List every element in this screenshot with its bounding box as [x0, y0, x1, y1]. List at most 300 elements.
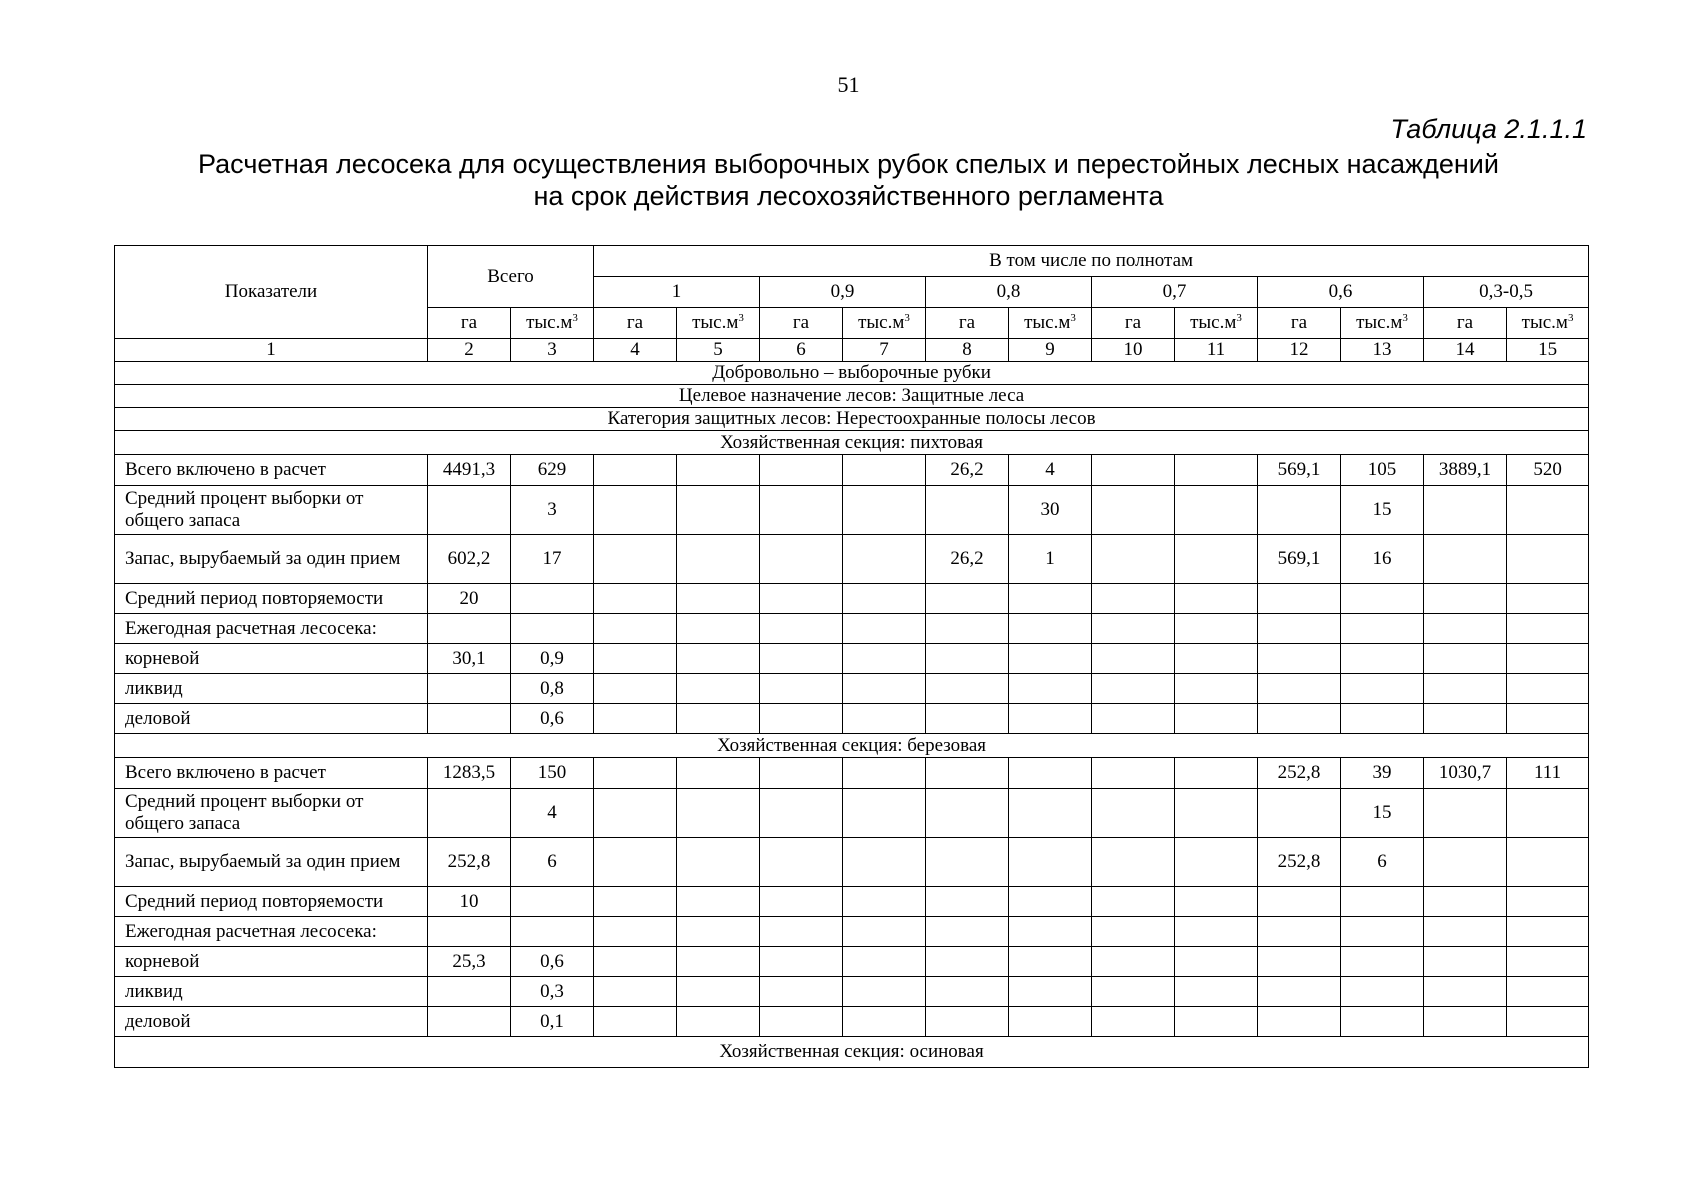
table-cell — [1341, 887, 1424, 917]
table-row — [115, 887, 1589, 917]
table-cell — [1175, 887, 1258, 917]
table-cell — [594, 977, 677, 1007]
table-cell — [1258, 977, 1341, 1007]
table-cell — [1258, 789, 1341, 838]
table-cell: 17 — [511, 535, 594, 584]
table-cell — [1424, 486, 1507, 535]
table-cell — [1009, 977, 1092, 1007]
table-cell — [594, 838, 677, 887]
table-cell: 0,8 — [511, 674, 594, 704]
unit-m3-superscript: 3 — [738, 312, 744, 324]
table-cell — [760, 887, 843, 917]
table-cell — [926, 704, 1009, 734]
header-density-0-8: 0,8 — [926, 277, 1092, 308]
table-cell — [1175, 455, 1258, 486]
table-cell — [1175, 535, 1258, 584]
header-total: Всего — [428, 246, 594, 308]
table-cell: 15 — [1341, 789, 1424, 838]
table-cell — [1092, 758, 1175, 789]
table-cell: 26,2 — [926, 535, 1009, 584]
table-cell — [843, 486, 926, 535]
table-cell — [511, 887, 594, 917]
table-cell — [1092, 674, 1175, 704]
table-row — [115, 838, 1589, 887]
table-cell — [1009, 789, 1092, 838]
table-cell — [1258, 644, 1341, 674]
table-cell — [843, 758, 926, 789]
table-cell — [926, 644, 1009, 674]
unit-ha: га — [1424, 308, 1507, 339]
table-cell — [1507, 977, 1589, 1007]
table-cell — [1341, 917, 1424, 947]
column-number: 14 — [1424, 339, 1507, 362]
table-cell — [843, 977, 926, 1007]
table-cell — [1009, 758, 1092, 789]
table-cell — [1092, 947, 1175, 977]
column-number: 10 — [1092, 339, 1175, 362]
table-cell — [926, 486, 1009, 535]
unit-m3-text: тыс.м — [526, 312, 573, 333]
table-cell: 10 — [428, 887, 511, 917]
table-cell — [511, 614, 594, 644]
column-number: 11 — [1175, 339, 1258, 362]
unit-thousand-m3 — [843, 308, 926, 339]
table-cell — [760, 758, 843, 789]
table-cell — [677, 1007, 760, 1037]
table-cell — [1092, 1007, 1175, 1037]
table-cell — [843, 535, 926, 584]
table-cell — [594, 758, 677, 789]
table-cell — [760, 614, 843, 644]
table-cell — [926, 977, 1009, 1007]
table-cell — [1092, 977, 1175, 1007]
section-header-row — [115, 734, 1589, 758]
page-number: 51 — [837, 72, 860, 97]
table-cell — [1341, 614, 1424, 644]
table-cell — [1507, 917, 1589, 947]
row-label: Запас, вырубаемый за один прием — [115, 535, 428, 584]
unit-thousand-m3 — [511, 308, 594, 339]
table-cell — [1258, 947, 1341, 977]
table-cell — [1424, 947, 1507, 977]
table-cell — [926, 584, 1009, 614]
table-cell — [1424, 789, 1507, 838]
table-cell: 4 — [1009, 455, 1092, 486]
table-cell — [843, 644, 926, 674]
table-cell — [1175, 947, 1258, 977]
table-cell — [1424, 917, 1507, 947]
table-cell — [594, 644, 677, 674]
table-cell — [1424, 704, 1507, 734]
table-cell — [594, 947, 677, 977]
table-cell: 0,6 — [511, 947, 594, 977]
table-cell — [428, 977, 511, 1007]
table-cell — [760, 704, 843, 734]
table-cell — [926, 789, 1009, 838]
table-cell — [1424, 614, 1507, 644]
unit-m3-text: тыс.м — [858, 312, 905, 333]
table-row — [115, 977, 1589, 1007]
table-cell — [843, 838, 926, 887]
table-cell — [760, 917, 843, 947]
table-cell — [843, 614, 926, 644]
column-number: 7 — [843, 339, 926, 362]
row-label: Всего включено в расчет — [115, 758, 428, 789]
table-cell — [677, 917, 760, 947]
unit-m3-text: тыс.м — [1356, 312, 1403, 333]
table-cell — [1507, 614, 1589, 644]
table-cell — [428, 674, 511, 704]
table-row — [115, 947, 1589, 977]
table-cell — [843, 947, 926, 977]
row-label: деловой — [115, 1007, 428, 1037]
table-caption: Таблица 2.1.1.1 — [1390, 114, 1587, 144]
table-cell — [760, 644, 843, 674]
table-cell — [1258, 486, 1341, 535]
table-cell — [1092, 887, 1175, 917]
table-cell — [677, 535, 760, 584]
unit-m3-superscript: 3 — [1567, 312, 1574, 324]
table-cell — [926, 758, 1009, 789]
table-cell: 569,1 — [1258, 535, 1341, 584]
table-cell: 105 — [1341, 455, 1424, 486]
row-label: ликвид — [115, 674, 428, 704]
table-row — [115, 614, 1589, 644]
table-cell — [594, 887, 677, 917]
table-cell — [926, 1007, 1009, 1037]
table-cell: 0,3 — [511, 977, 594, 1007]
table-cell: 30,1 — [428, 644, 511, 674]
table-cell — [1258, 704, 1341, 734]
table-cell — [926, 917, 1009, 947]
table-cell — [1424, 584, 1507, 614]
table-cell — [428, 704, 511, 734]
table-cell — [594, 584, 677, 614]
table-cell — [1258, 674, 1341, 704]
table-cell: 602,2 — [428, 535, 511, 584]
unit-m3-superscript: 3 — [572, 312, 578, 324]
table-cell: 25,3 — [428, 947, 511, 977]
table-cell — [511, 917, 594, 947]
table-cell: 26,2 — [926, 455, 1009, 486]
table-cell — [594, 704, 677, 734]
column-number: 15 — [1507, 339, 1589, 362]
table-cell: 252,8 — [1258, 758, 1341, 789]
table-cell — [1092, 789, 1175, 838]
table-cell — [677, 674, 760, 704]
table-cell: 3 — [511, 486, 594, 535]
table-cell — [677, 758, 760, 789]
table-cell: 252,8 — [428, 838, 511, 887]
header-density-0-3-0-5: 0,3-0,5 — [1424, 277, 1589, 308]
table-row — [115, 789, 1589, 838]
table-cell — [594, 486, 677, 535]
table-cell — [1258, 584, 1341, 614]
table-row — [115, 1007, 1589, 1037]
row-label: Средний период повторяемости — [115, 887, 428, 917]
column-numbers-row — [115, 339, 1589, 362]
cutting-area-table — [114, 245, 1589, 1068]
table-cell — [594, 535, 677, 584]
table-cell — [1258, 917, 1341, 947]
section-title: Хозяйственная секция: пихтовая — [115, 431, 1589, 455]
table-cell — [1424, 977, 1507, 1007]
unit-thousand-m3 — [1175, 308, 1258, 339]
table-cell — [1175, 838, 1258, 887]
table-cell — [1009, 584, 1092, 614]
table-cell — [1424, 674, 1507, 704]
table-cell — [1092, 584, 1175, 614]
row-label: Ежегодная расчетная лесосека: — [115, 614, 428, 644]
table-cell — [1175, 644, 1258, 674]
column-number: 12 — [1258, 339, 1341, 362]
table-cell — [926, 838, 1009, 887]
table-row — [115, 535, 1589, 584]
table-row — [115, 455, 1589, 486]
unit-m3-text: тыс.м — [1521, 312, 1568, 333]
table-cell: 1030,7 — [1424, 758, 1507, 789]
unit-m3-text: тыс.м — [692, 312, 739, 333]
table-cell — [760, 838, 843, 887]
table-row — [115, 486, 1589, 535]
table-header — [115, 246, 1589, 362]
table-cell: 150 — [511, 758, 594, 789]
table-cell — [1341, 1007, 1424, 1037]
table-cell — [760, 1007, 843, 1037]
table-cell: 111 — [1507, 758, 1589, 789]
column-number: 9 — [1009, 339, 1092, 362]
table-cell — [1507, 486, 1589, 535]
table-cell — [677, 789, 760, 838]
banner-cutting-type: Добровольно – выборочные рубки — [115, 362, 1589, 385]
unit-thousand-m3 — [1341, 308, 1424, 339]
table-cell — [843, 1007, 926, 1037]
table-cell — [1341, 947, 1424, 977]
table-cell — [1175, 758, 1258, 789]
document-title — [0, 148, 1697, 212]
table-cell — [1424, 838, 1507, 887]
column-number: 1 — [115, 339, 428, 362]
table-cell — [843, 789, 926, 838]
table-cell — [1175, 704, 1258, 734]
row-label: Запас, вырубаемый за один прием — [115, 838, 428, 887]
header-by-density: В том числе по полнотам — [594, 246, 1589, 277]
table-cell: 520 — [1507, 455, 1589, 486]
table-cell — [843, 887, 926, 917]
table-cell — [843, 455, 926, 486]
table-cell — [1009, 838, 1092, 887]
column-number: 2 — [428, 339, 511, 362]
section-header-row — [115, 431, 1589, 455]
table-cell — [1092, 704, 1175, 734]
table-cell — [1175, 614, 1258, 644]
unit-ha: га — [926, 308, 1009, 339]
column-number: 3 — [511, 339, 594, 362]
table-cell — [760, 947, 843, 977]
unit-thousand-m3 — [677, 308, 760, 339]
table-body — [115, 362, 1589, 1068]
banner-category: Категория защитных лесов: Нерестоохранные полосы лесов — [115, 408, 1589, 431]
table-cell — [1175, 584, 1258, 614]
table-cell: 0,1 — [511, 1007, 594, 1037]
table-cell — [1507, 789, 1589, 838]
unit-ha: га — [428, 308, 511, 339]
table-cell — [760, 584, 843, 614]
table-cell — [760, 977, 843, 1007]
table-cell — [1341, 704, 1424, 734]
table-cell — [677, 644, 760, 674]
table-cell — [677, 947, 760, 977]
unit-m3-text: тыс.м — [1024, 312, 1071, 333]
table-cell — [1424, 535, 1507, 584]
row-label: Всего включено в расчет — [115, 455, 428, 486]
table-cell — [1507, 584, 1589, 614]
table-cell — [1092, 644, 1175, 674]
table-cell: 6 — [1341, 838, 1424, 887]
table-row — [115, 917, 1589, 947]
table-cell — [1507, 535, 1589, 584]
unit-ha: га — [1092, 308, 1175, 339]
table-cell: 16 — [1341, 535, 1424, 584]
table-cell — [1507, 838, 1589, 887]
title-line-2: на срок действия лесохозяйственного регламента — [533, 181, 1164, 211]
table-row — [115, 704, 1589, 734]
table-cell — [926, 614, 1009, 644]
table-cell — [1092, 838, 1175, 887]
row-label: Средний период повторяемости — [115, 584, 428, 614]
table-cell: 30 — [1009, 486, 1092, 535]
table-cell — [843, 917, 926, 947]
table-cell: 629 — [511, 455, 594, 486]
unit-thousand-m3 — [1507, 308, 1589, 339]
table-cell — [1258, 887, 1341, 917]
table-cell — [428, 614, 511, 644]
table-cell — [677, 887, 760, 917]
section-header-row — [115, 1037, 1589, 1068]
unit-ha: га — [594, 308, 677, 339]
table-cell — [1092, 455, 1175, 486]
table-cell — [677, 977, 760, 1007]
header-density-0-6: 0,6 — [1258, 277, 1424, 308]
table-cell: 0,9 — [511, 644, 594, 674]
unit-m3-superscript: 3 — [1402, 312, 1408, 324]
table-cell — [1175, 789, 1258, 838]
table-cell — [1092, 917, 1175, 947]
table-cell — [677, 584, 760, 614]
table-cell — [1175, 917, 1258, 947]
header-density-1: 1 — [594, 277, 760, 308]
table-cell: 1283,5 — [428, 758, 511, 789]
row-label: Средний процент выборки от общего запаса — [115, 486, 428, 535]
table-cell: 4 — [511, 789, 594, 838]
section-title: Хозяйственная секция: осиновая — [115, 1037, 1589, 1068]
table-cell — [1009, 947, 1092, 977]
table-cell — [677, 704, 760, 734]
table-cell: 3889,1 — [1424, 455, 1507, 486]
table-cell — [594, 917, 677, 947]
table-cell — [1507, 704, 1589, 734]
table-cell — [1507, 644, 1589, 674]
table-cell: 569,1 — [1258, 455, 1341, 486]
table-cell: 252,8 — [1258, 838, 1341, 887]
table-cell — [760, 486, 843, 535]
table-cell — [1507, 674, 1589, 704]
table-cell — [428, 1007, 511, 1037]
row-label: корневой — [115, 947, 428, 977]
table-cell — [1175, 674, 1258, 704]
table-cell — [926, 947, 1009, 977]
unit-m3-superscript: 3 — [904, 312, 910, 324]
table-cell — [594, 674, 677, 704]
table-cell — [1009, 887, 1092, 917]
table-cell — [1175, 977, 1258, 1007]
table-cell — [1258, 1007, 1341, 1037]
table-cell — [1341, 977, 1424, 1007]
table-cell: 39 — [1341, 758, 1424, 789]
table-cell — [1175, 486, 1258, 535]
table-cell — [1092, 535, 1175, 584]
table-cell — [1092, 486, 1175, 535]
unit-m3-text: тыс.м — [1190, 312, 1237, 333]
table-cell — [594, 614, 677, 644]
table-cell — [428, 917, 511, 947]
table-row — [115, 644, 1589, 674]
table-cell: 20 — [428, 584, 511, 614]
table-cell — [1424, 887, 1507, 917]
table-cell — [1507, 947, 1589, 977]
row-label: Средний процент выборки от общего запаса — [115, 789, 428, 838]
table-row — [115, 674, 1589, 704]
unit-m3-superscript: 3 — [1070, 312, 1076, 324]
table-cell — [1507, 887, 1589, 917]
section-title: Хозяйственная секция: березовая — [115, 734, 1589, 758]
table-row — [115, 758, 1589, 789]
table-cell — [1009, 674, 1092, 704]
table-cell — [843, 704, 926, 734]
table-cell — [1258, 614, 1341, 644]
unit-thousand-m3 — [1009, 308, 1092, 339]
unit-m3-superscript: 3 — [1236, 312, 1242, 324]
table-cell — [677, 614, 760, 644]
unit-ha: га — [760, 308, 843, 339]
banner-purpose: Целевое назначение лесов: Защитные леса — [115, 385, 1589, 408]
table-cell — [1009, 1007, 1092, 1037]
header-density-0-7: 0,7 — [1092, 277, 1258, 308]
row-label: ликвид — [115, 977, 428, 1007]
table-cell — [926, 887, 1009, 917]
header-density-0-9: 0,9 — [760, 277, 926, 308]
table-cell — [1341, 644, 1424, 674]
table-cell: 0,6 — [511, 704, 594, 734]
table-cell: 15 — [1341, 486, 1424, 535]
column-number: 6 — [760, 339, 843, 362]
table-cell — [594, 455, 677, 486]
table-cell: 6 — [511, 838, 594, 887]
table-cell — [1009, 644, 1092, 674]
table-cell — [760, 455, 843, 486]
table-cell — [594, 789, 677, 838]
table-cell — [1424, 644, 1507, 674]
table-cell — [677, 838, 760, 887]
table-cell — [511, 584, 594, 614]
table-cell — [926, 674, 1009, 704]
table-cell: 4491,3 — [428, 455, 511, 486]
table-cell — [1424, 1007, 1507, 1037]
column-number: 5 — [677, 339, 760, 362]
table-cell — [1175, 1007, 1258, 1037]
table-cell — [1341, 674, 1424, 704]
table-cell — [1507, 1007, 1589, 1037]
